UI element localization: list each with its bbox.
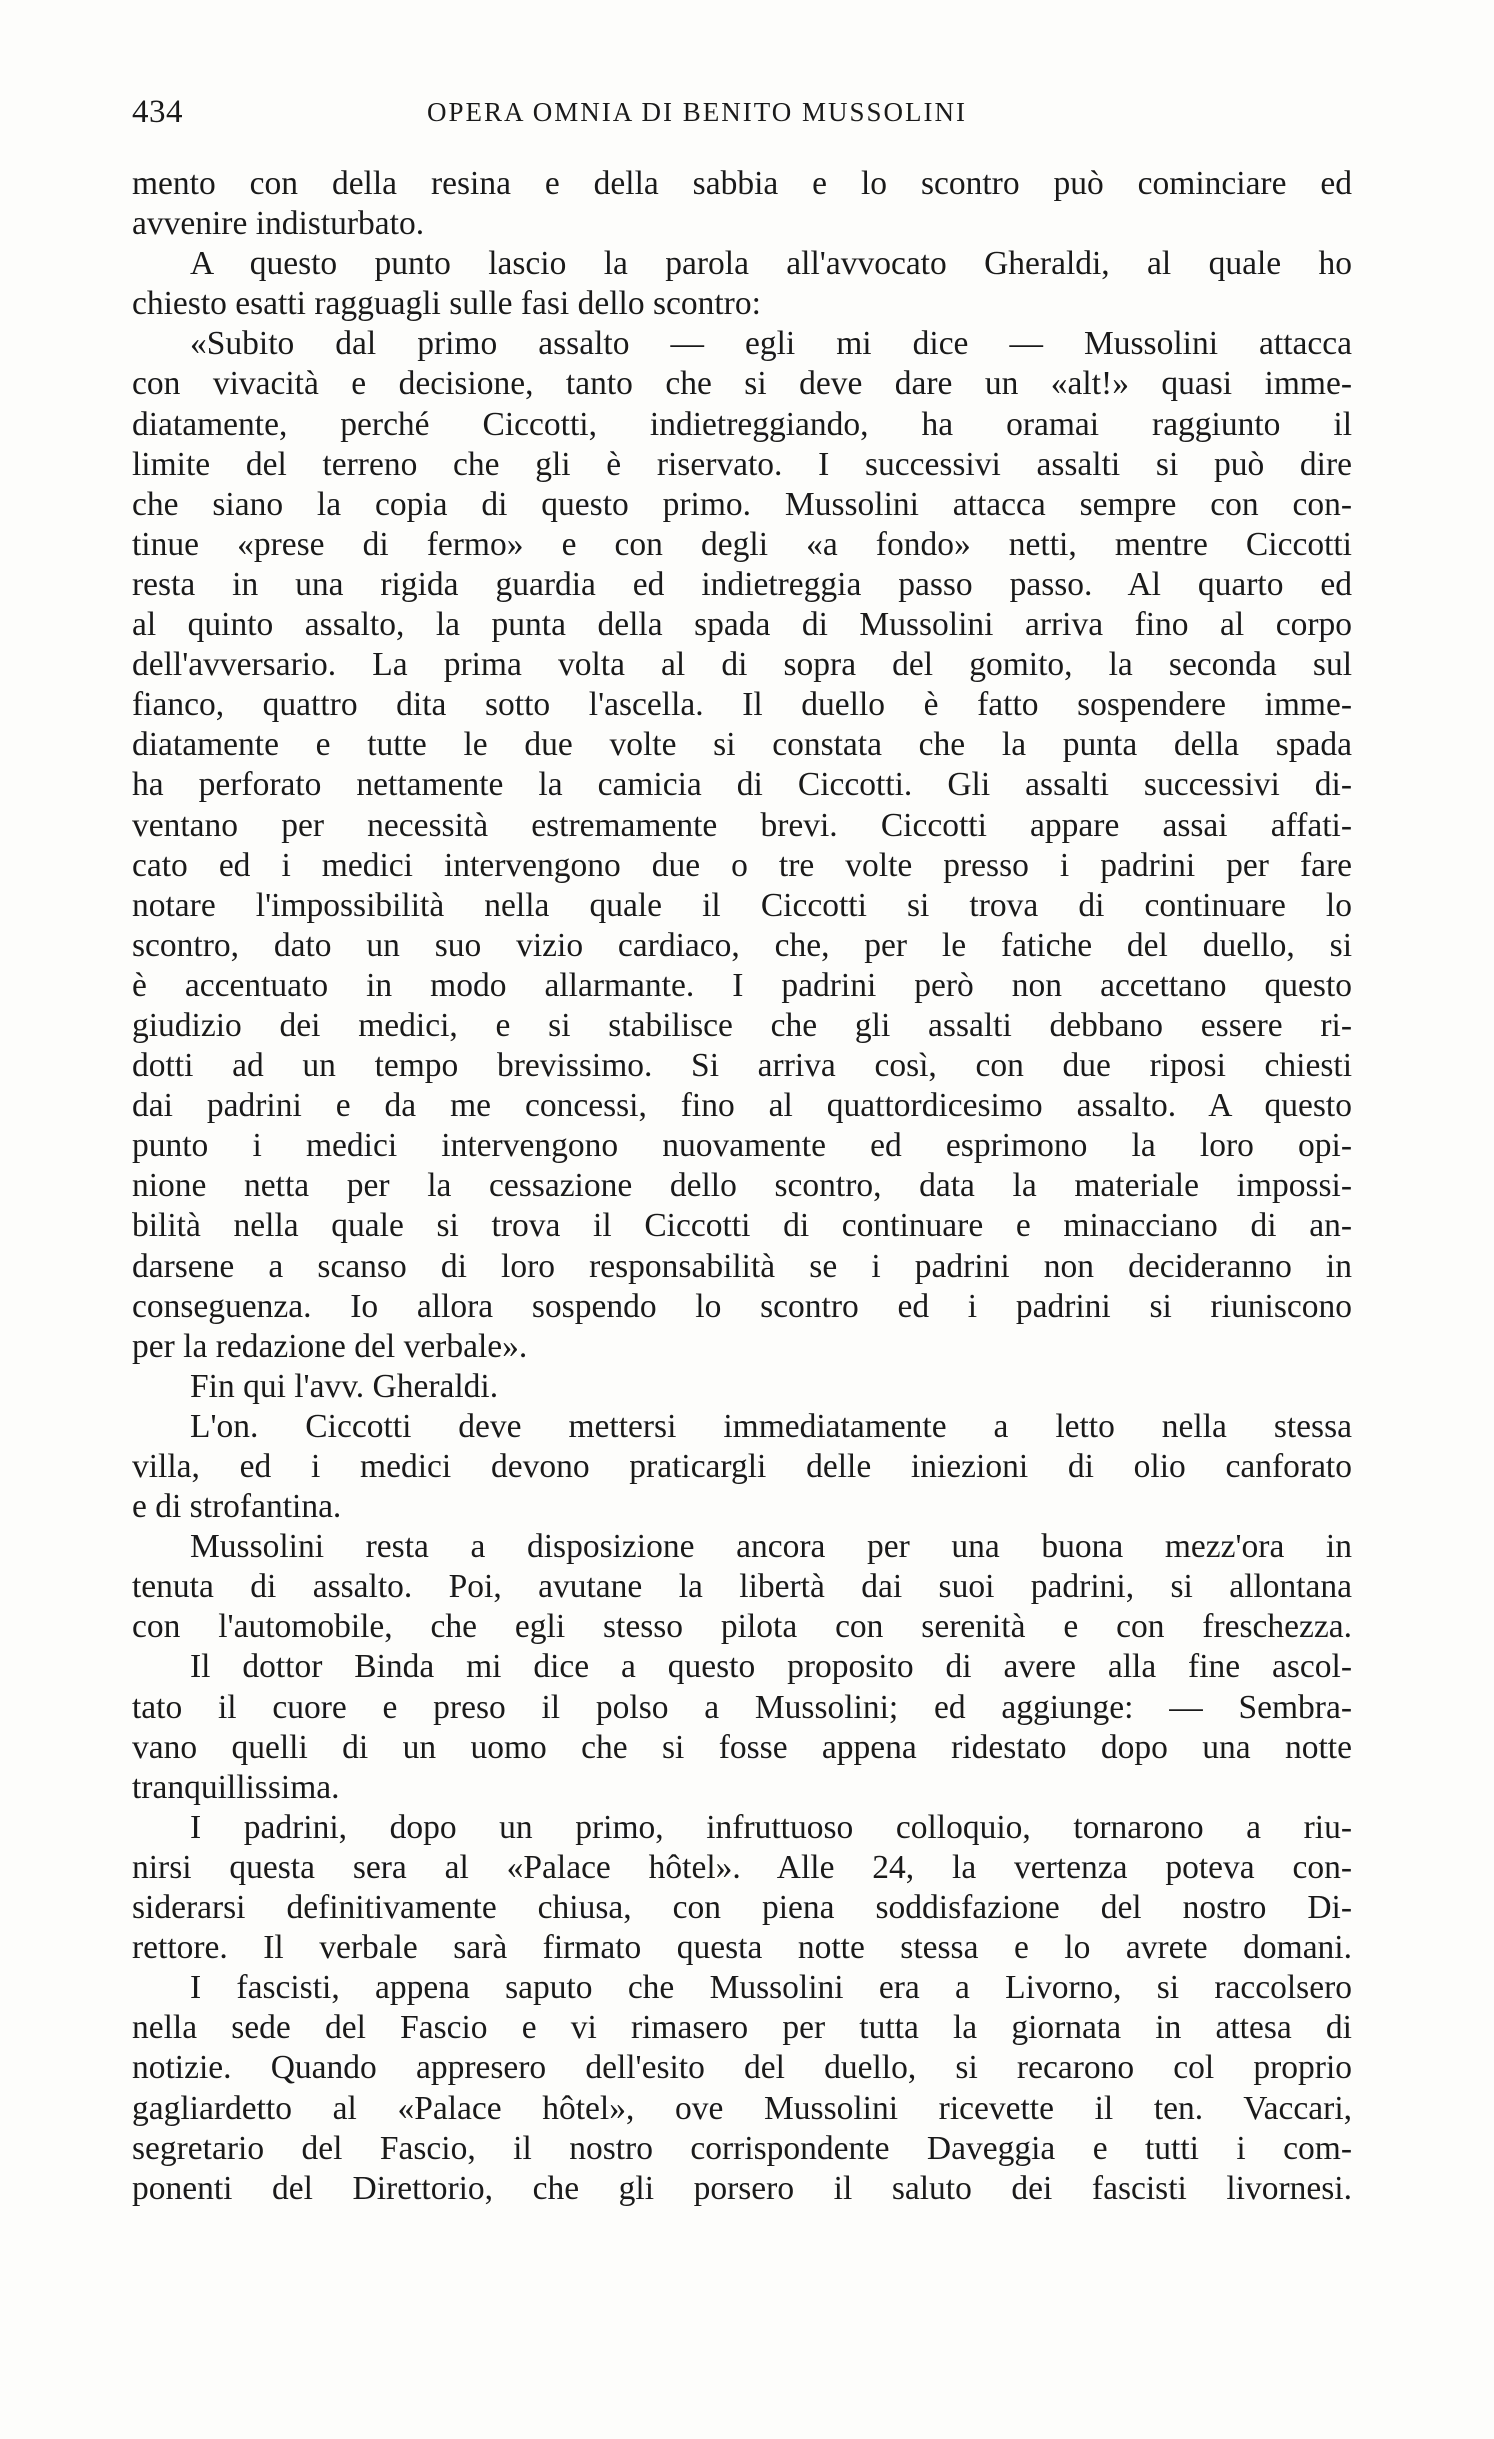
text-line: A questo punto lascio la parola all'avvocato Gheraldi, al quale ho [190,245,1352,283]
text-line: tinue «prese di fermo» e con degli «a fondo» netti, mentre Ciccotti [132,525,1352,563]
page-number: 434 [132,94,183,130]
text-line: cato ed i medici intervengono due o tre volte presso i padrini per fare [132,846,1352,884]
text-line: avvenire indisturbato. [132,205,425,243]
text-line: Fin qui l'avv. Gheraldi. [190,1367,499,1405]
text-line: I fascisti, appena saputo che Mussolini era a Livorno, si raccolsero [190,1969,1352,2007]
text-line: per la redazione del verbale». [132,1327,528,1365]
text-line: punto i medici intervengono nuovamente ed esprimono la loro opi- [132,1127,1352,1165]
text-line: con vivacità e decisione, tanto che si deve dare un «alt!» quasi imme- [132,365,1352,403]
running-title: OPERA OMNIA DI BENITO MUSSOLINI [427,97,968,127]
text-line: notare l'impossibilità nella quale il Ciccotti si trova di continuare lo [132,886,1352,924]
text-line: mento con della resina e della sabbia e lo scontro può cominciare ed [132,165,1352,202]
text-line: dotti ad un tempo brevissimo. Si arriva così, con due riposi chiesti [132,1047,1352,1085]
text-line: notizie. Quando appresero dell'esito del duello, si recarono col proprio [132,2049,1352,2087]
text-line: vano quelli di un uomo che si fosse appena ridestato dopo una notte [132,1728,1352,1766]
text-line: fianco, quattro dita sotto l'ascella. Il duello è fatto sospendere imme- [132,686,1352,724]
text-line: «Subito dal primo assalto — egli mi dice — Mussolini attacca [190,325,1352,363]
text-line: diatamente, perché Ciccotti, indietreggiando, ha oramai raggiunto il [132,405,1352,443]
text-line: I padrini, dopo un primo, infruttuoso colloquio, tornarono a riu- [190,1808,1352,1846]
text-line: L'on. Ciccotti deve mettersi immediatamente a letto nella stessa [190,1407,1352,1445]
text-line: che siano la copia di questo primo. Mussolini attacca sempre con con- [132,485,1352,523]
text-line: siderarsi definitivamente chiusa, con piena soddisfazione del nostro Di- [132,1889,1352,1927]
text-line: resta in una rigida guardia ed indietreggia passo passo. Al quarto ed [132,565,1352,603]
text-line: tranquillissima. [132,1768,340,1806]
text-line: rettore. Il verbale sarà firmato questa notte stessa e lo avrete domani. [132,1929,1352,1967]
text-line: tenuta di assalto. Poi, avutane la libertà dai suoi padrini, si allontana [132,1568,1352,1606]
text-line: villa, ed i medici devono praticargli delle iniezioni di olio canforato [132,1448,1352,1485]
text-line: bilità nella quale si trova il Ciccotti di continuare e minacciano di an- [132,1207,1352,1245]
text-line: diatamente e tutte le due volte si constata che la punta della spada [132,726,1352,764]
text-line: è accentuato in modo allarmante. I padrini però non accettano questo [132,966,1352,1004]
text-line: nirsi questa sera al «Palace hôtel». Alle 24, la vertenza poteva con- [132,1848,1352,1886]
text-line: scontro, dato un suo vizio cardiaco, che, per le fatiche del duello, si [132,926,1352,964]
text-line: darsene a scanso di loro responsabilità se i padrini non decideranno in [132,1247,1352,1285]
text-line: segretario del Fascio, il nostro corrispondente Daveggia e tutti i com- [132,2129,1352,2167]
text-line: limite del terreno che gli è riservato. I successivi assalti si può dire [132,445,1352,483]
body-text [132,164,1352,2209]
text-line: ha perforato nettamente la camicia di Ciccotti. Gli assalti successivi di- [132,766,1352,804]
text-line: dell'avversario. La prima volta al di sopra del gomito, la seconda sul [132,646,1352,684]
text-line: ventano per necessità estremamente brevi. Ciccotti appare assai affati- [132,806,1352,844]
text-line: dai padrini e da me concessi, fino al quattordicesimo assalto. A questo [132,1087,1352,1125]
text-line: nella sede del Fascio e vi rimasero per tutta la giornata in attesa di [132,2009,1352,2047]
text-line: e di strofantina. [132,1488,342,1526]
text-line: con l'automobile, che egli stesso pilota con serenità e con freschezza. [132,1608,1352,1646]
text-line: nione netta per la cessazione dello scontro, data la materiale impossi- [132,1167,1352,1205]
text-line: Mussolini resta a disposizione ancora per una buona mezz'ora in [190,1528,1352,1566]
text-line: ponenti del Direttorio, che gli porsero il saluto dei fascisti livornesi. [132,2169,1352,2207]
text-line: chiesto esatti ragguagli sulle fasi dello scontro: [132,285,761,323]
text-line: giudizio dei medici, e si stabilisce che gli assalti debbano essere ri- [132,1006,1352,1044]
text-line: conseguenza. Io allora sospendo lo scontro ed i padrini si riuniscono [132,1287,1352,1325]
text-line: tato il cuore e preso il polso a Mussolini; ed aggiunge: — Sembra- [132,1688,1352,1726]
page-header [132,94,1352,138]
text-line: Il dottor Binda mi dice a questo proposito di avere alla fine ascol- [190,1648,1352,1686]
text-line: al quinto assalto, la punta della spada di Mussolini arriva fino al corpo [132,606,1352,644]
text-line: gagliardetto al «Palace hôtel», ove Mussolini ricevette il ten. Vaccari, [132,2089,1352,2127]
